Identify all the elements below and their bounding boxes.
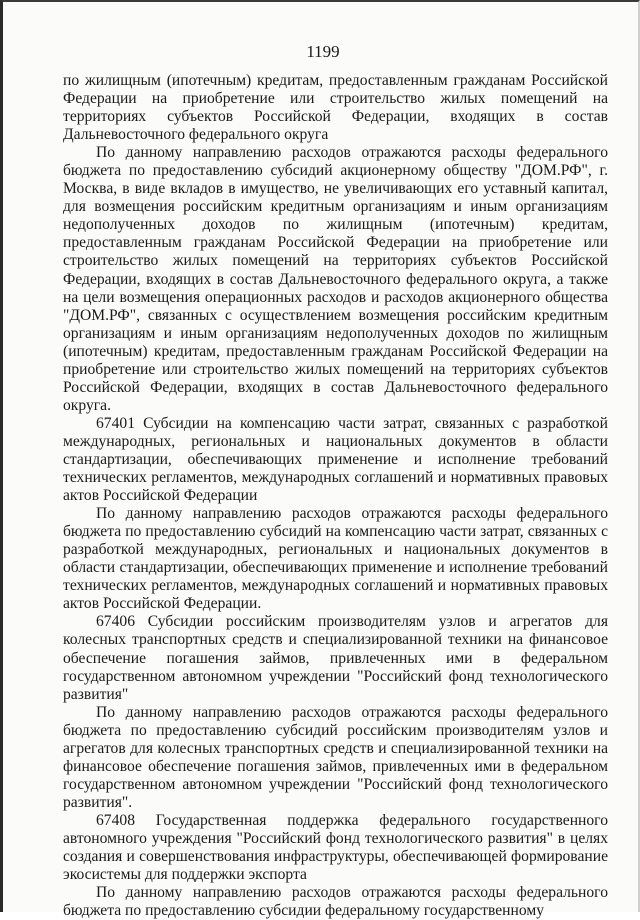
paragraph-heading-67401: 67401 Субсидии на компенсацию части затрат, связанных с разработкой международных, региональных и национальных документов в области стандартизации, обеспечивающих применение и исполнение требований технических регламентов, международных соглашений и нормативных правовых актов Российской Федерации — [63, 414, 608, 505]
paragraph-description-67401: По данному направлению расходов отражаются расходы федерального бюджета по предоставлению субсидий на компенсацию части затрат, связанных с разработкой международных, региональных и национальных документов в области стандартизации, обеспечивающих применение и исполнение требований технических регламентов, международных соглашений и нормативных правовых актов Российской Федерации. — [63, 505, 608, 613]
paragraph-description-dom-rf: По данному направлению расходов отражаются расходы федерального бюджета по предоставлению субсидий акционерному обществу "ДОМ.РФ", г. Москва, в виде вкладов в имущество, не увеличивающих его уставный капитал, для возмещения российским кредитным организациям и иным организациям недополученных доходов по жилищным (ипотечным) кредитам, предоставленным гражданам Российской Федерации на приобретение или строительство жилых помещений на территориях субъектов Российской Федерации, входящих в состав Дальневосточного федерального округа, а также на цели возмещения операционных расходов и расходов акционерного общества "ДОМ.РФ", связанных с осуществлением возмещения российским кредитным организациям и иным организациям недополученных доходов по жилищным (ипотечным) кредитам, предоставленным гражданам Российской Федерации на приобретение или строительство жилых помещений на территориях субъектов Российской Федерации, входящих в состав Дальневосточного федерального округа. — [63, 144, 608, 414]
paragraph-heading-67406: 67406 Субсидии российским производителям узлов и агрегатов для колесных транспортных средств и специализированной техники на финансовое обеспечение погашения займов, привлеченных ими в федеральном государственном автономном учреждении "Российский фонд технологического развития" — [63, 613, 608, 703]
document-body — [63, 72, 608, 920]
paragraph-description-67406: По данному направлению расходов отражаются расходы федерального бюджета по предоставлению субсидий российским производителям узлов и агрегатов для колесных транспортных средств и специализированной техники на финансовое обеспечение погашения займов, привлеченных ими в федеральном государственном автономном учреждении "Российский фонд технологического развития". — [63, 703, 608, 811]
paragraph-heading-67408: 67408 Государственная поддержка федерального государственного автономного учреждения "Российский фонд технологического развития" в целях создания и совершенствования инфраструктуры, обеспечивающей формирование экосистемы для поддержки экспорта — [63, 811, 608, 884]
page-number: 1199 — [306, 42, 340, 61]
paragraph-continuation: по жилищным (ипотечным) кредитам, предоставленным гражданам Российской Федерации на приобретение или строительство жилых помещений на территориях субъектов Российской Федерации, входящих в состав Дальневосточного федерального округа — [63, 72, 608, 144]
paragraph-description-67408: По данному направлению расходов отражаются расходы федерального бюджета по предоставлению субсидии федеральному государственному — [63, 884, 608, 920]
